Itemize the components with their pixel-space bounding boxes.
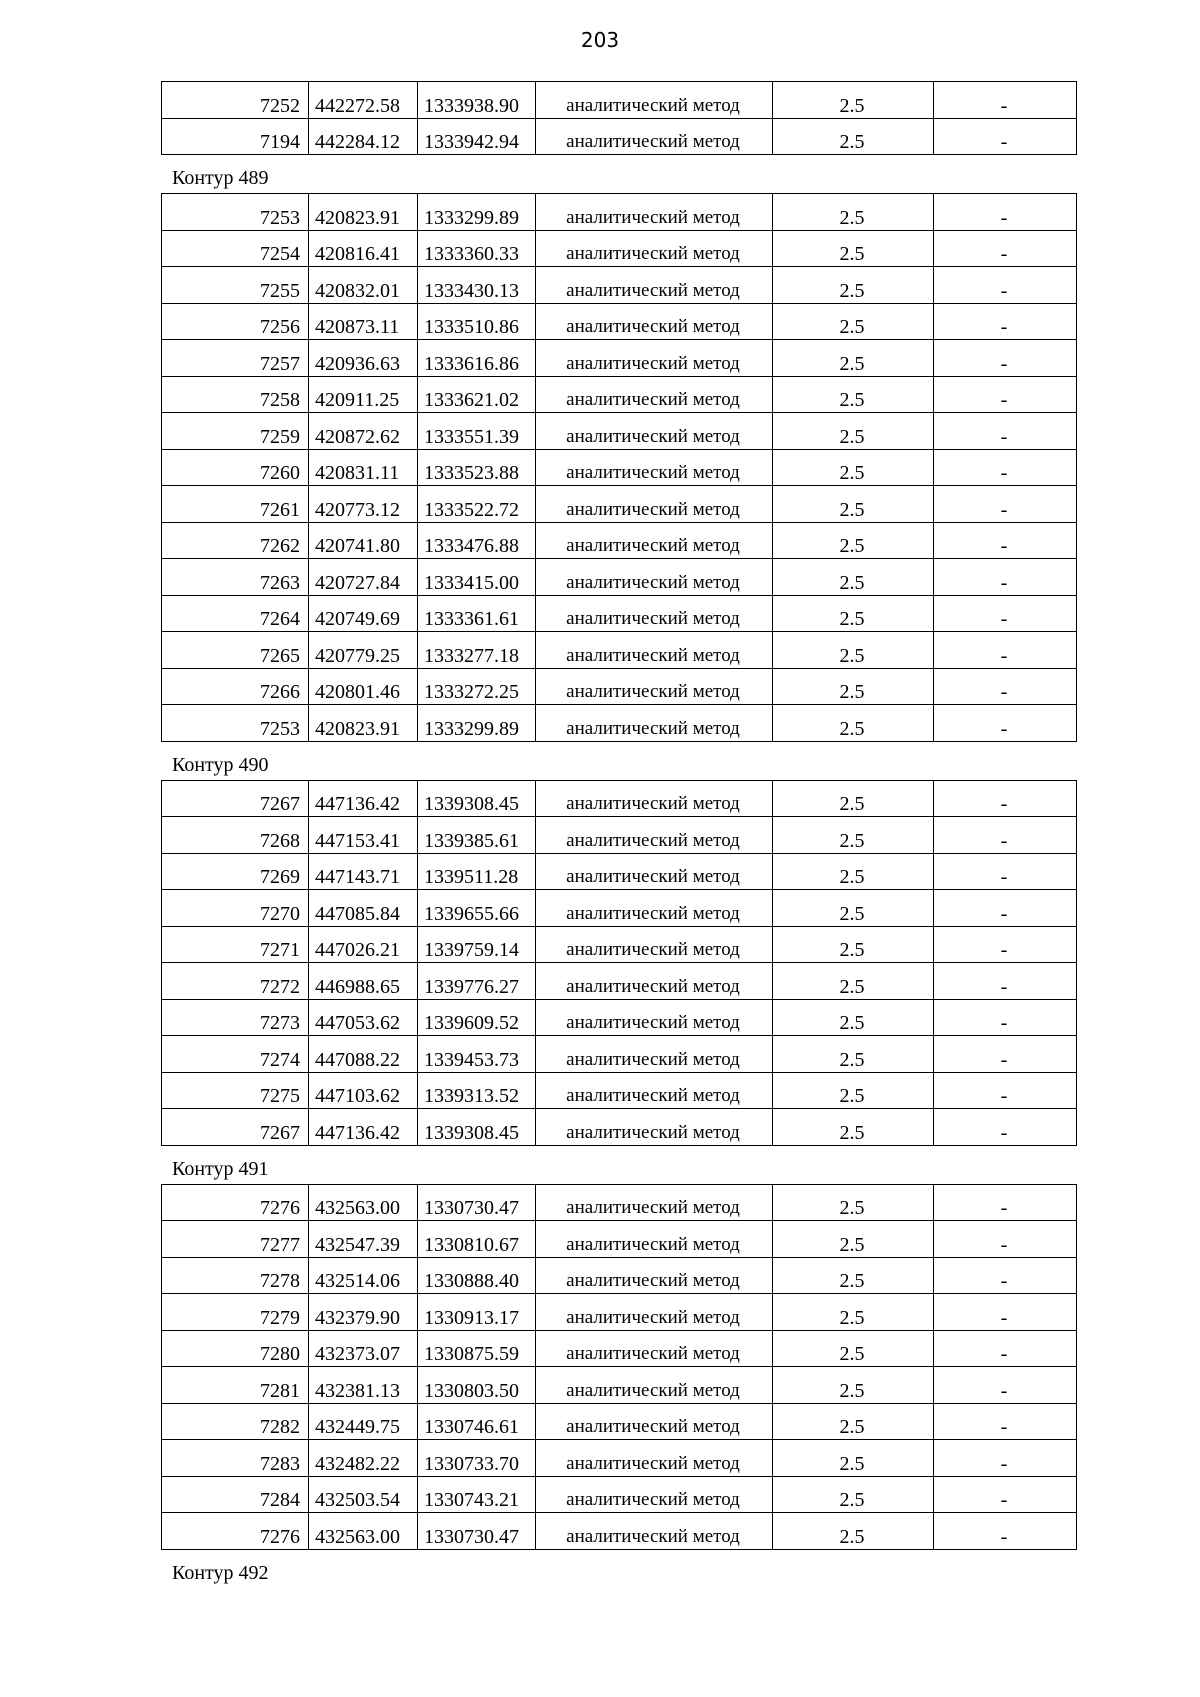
accuracy: 2.5 xyxy=(773,853,934,890)
coordinate-y: 1330888.40 xyxy=(418,1257,536,1294)
method: аналитический метод xyxy=(536,267,773,304)
method: аналитический метод xyxy=(536,1294,773,1331)
point-number: 7252 xyxy=(162,82,309,119)
table-row xyxy=(162,1184,1077,1221)
table-row xyxy=(162,963,1077,1000)
note: - xyxy=(934,413,1077,450)
coordinate-y: 1333277.18 xyxy=(418,632,536,669)
accuracy: 2.5 xyxy=(773,413,934,450)
coordinate-y: 1330875.59 xyxy=(418,1330,536,1367)
accuracy: 2.5 xyxy=(773,780,934,817)
coordinate-x: 420832.01 xyxy=(309,267,418,304)
point-number: 7278 xyxy=(162,1257,309,1294)
table-row xyxy=(162,668,1077,705)
accuracy: 2.5 xyxy=(773,1184,934,1221)
table-row xyxy=(162,1072,1077,1109)
accuracy: 2.5 xyxy=(773,1440,934,1477)
accuracy: 2.5 xyxy=(773,1221,934,1258)
coordinate-x: 447085.84 xyxy=(309,890,418,927)
point-number: 7279 xyxy=(162,1294,309,1331)
coordinate-x: 432514.06 xyxy=(309,1257,418,1294)
note: - xyxy=(934,1036,1077,1073)
point-number: 7256 xyxy=(162,303,309,340)
note: - xyxy=(934,1476,1077,1513)
method: аналитический метод xyxy=(536,1513,773,1550)
note: - xyxy=(934,817,1077,854)
accuracy: 2.5 xyxy=(773,522,934,559)
accuracy: 2.5 xyxy=(773,194,934,231)
method: аналитический метод xyxy=(536,1330,773,1367)
coordinate-y: 1339308.45 xyxy=(418,780,536,817)
point-number: 7261 xyxy=(162,486,309,523)
point-number: 7274 xyxy=(162,1036,309,1073)
coordinate-x: 447053.62 xyxy=(309,999,418,1036)
method: аналитический метод xyxy=(536,890,773,927)
coordinate-x: 447136.42 xyxy=(309,780,418,817)
note: - xyxy=(934,632,1077,669)
coordinate-x: 432379.90 xyxy=(309,1294,418,1331)
coordinate-x: 420936.63 xyxy=(309,340,418,377)
point-number: 7271 xyxy=(162,926,309,963)
method: аналитический метод xyxy=(536,705,773,742)
note: - xyxy=(934,780,1077,817)
coordinate-x: 432563.00 xyxy=(309,1513,418,1550)
table-row xyxy=(162,522,1077,559)
table-row xyxy=(162,817,1077,854)
note: - xyxy=(934,1330,1077,1367)
method: аналитический метод xyxy=(536,853,773,890)
coordinate-y: 1339609.52 xyxy=(418,999,536,1036)
table-row xyxy=(162,1036,1077,1073)
table-row xyxy=(162,230,1077,267)
page-number: 203 xyxy=(580,28,620,52)
coordinates-table xyxy=(161,81,1077,155)
coordinate-y: 1333551.39 xyxy=(418,413,536,450)
note: - xyxy=(934,926,1077,963)
coordinate-x: 432381.13 xyxy=(309,1367,418,1404)
accuracy: 2.5 xyxy=(773,486,934,523)
coordinates-table xyxy=(161,780,1077,1146)
coordinate-x: 420773.12 xyxy=(309,486,418,523)
coordinate-x: 442284.12 xyxy=(309,118,418,155)
table-row xyxy=(162,1330,1077,1367)
accuracy: 2.5 xyxy=(773,230,934,267)
note: - xyxy=(934,559,1077,596)
note: - xyxy=(934,853,1077,890)
table-row xyxy=(162,1294,1077,1331)
table-row xyxy=(162,340,1077,377)
coordinate-x: 420823.91 xyxy=(309,194,418,231)
coordinate-y: 1333272.25 xyxy=(418,668,536,705)
method: аналитический метод xyxy=(536,1257,773,1294)
accuracy: 2.5 xyxy=(773,559,934,596)
coordinate-x: 447026.21 xyxy=(309,926,418,963)
coordinate-y: 1333942.94 xyxy=(418,118,536,155)
point-number: 7276 xyxy=(162,1184,309,1221)
point-number: 7263 xyxy=(162,559,309,596)
accuracy: 2.5 xyxy=(773,376,934,413)
note: - xyxy=(934,705,1077,742)
coordinate-y: 1339776.27 xyxy=(418,963,536,1000)
coordinate-y: 1330743.21 xyxy=(418,1476,536,1513)
method: аналитический метод xyxy=(536,559,773,596)
table-row xyxy=(162,1257,1077,1294)
document-body xyxy=(161,81,1076,1588)
table-row xyxy=(162,1440,1077,1477)
method: аналитический метод xyxy=(536,1221,773,1258)
point-number: 7264 xyxy=(162,595,309,632)
coordinate-x: 447143.71 xyxy=(309,853,418,890)
note: - xyxy=(934,1367,1077,1404)
method: аналитический метод xyxy=(536,1440,773,1477)
table-row xyxy=(162,1367,1077,1404)
table-row xyxy=(162,1513,1077,1550)
coordinate-x: 432563.00 xyxy=(309,1184,418,1221)
method: аналитический метод xyxy=(536,340,773,377)
table-row xyxy=(162,486,1077,523)
point-number: 7282 xyxy=(162,1403,309,1440)
coordinate-y: 1339759.14 xyxy=(418,926,536,963)
method: аналитический метод xyxy=(536,999,773,1036)
accuracy: 2.5 xyxy=(773,963,934,1000)
coordinate-y: 1333361.61 xyxy=(418,595,536,632)
note: - xyxy=(934,522,1077,559)
method: аналитический метод xyxy=(536,230,773,267)
table-row xyxy=(162,853,1077,890)
coordinate-y: 1333938.90 xyxy=(418,82,536,119)
coordinate-x: 420911.25 xyxy=(309,376,418,413)
table-row xyxy=(162,267,1077,304)
accuracy: 2.5 xyxy=(773,1367,934,1404)
accuracy: 2.5 xyxy=(773,1403,934,1440)
coordinate-x: 432547.39 xyxy=(309,1221,418,1258)
point-number: 7259 xyxy=(162,413,309,450)
point-number: 7276 xyxy=(162,1513,309,1550)
table-row xyxy=(162,1109,1077,1146)
method: аналитический метод xyxy=(536,303,773,340)
point-number: 7284 xyxy=(162,1476,309,1513)
method: аналитический метод xyxy=(536,817,773,854)
note: - xyxy=(934,1072,1077,1109)
note: - xyxy=(934,1294,1077,1331)
point-number: 7253 xyxy=(162,705,309,742)
coordinate-y: 1333616.86 xyxy=(418,340,536,377)
coordinate-y: 1333510.86 xyxy=(418,303,536,340)
accuracy: 2.5 xyxy=(773,890,934,927)
coordinate-y: 1339313.52 xyxy=(418,1072,536,1109)
note: - xyxy=(934,1440,1077,1477)
method: аналитический метод xyxy=(536,1367,773,1404)
coordinate-x: 432482.22 xyxy=(309,1440,418,1477)
accuracy: 2.5 xyxy=(773,632,934,669)
point-number: 7258 xyxy=(162,376,309,413)
point-number: 7194 xyxy=(162,118,309,155)
table-row xyxy=(162,999,1077,1036)
table-row xyxy=(162,118,1077,155)
coordinate-y: 1330746.61 xyxy=(418,1403,536,1440)
point-number: 7262 xyxy=(162,522,309,559)
coordinate-y: 1330803.50 xyxy=(418,1367,536,1404)
method: аналитический метод xyxy=(536,632,773,669)
note: - xyxy=(934,486,1077,523)
accuracy: 2.5 xyxy=(773,926,934,963)
table-row xyxy=(162,1403,1077,1440)
note: - xyxy=(934,194,1077,231)
coordinate-x: 420831.11 xyxy=(309,449,418,486)
method: аналитический метод xyxy=(536,1184,773,1221)
method: аналитический метод xyxy=(536,926,773,963)
accuracy: 2.5 xyxy=(773,267,934,304)
table-row xyxy=(162,449,1077,486)
point-number: 7253 xyxy=(162,194,309,231)
accuracy: 2.5 xyxy=(773,1513,934,1550)
accuracy: 2.5 xyxy=(773,1036,934,1073)
coordinate-x: 432449.75 xyxy=(309,1403,418,1440)
note: - xyxy=(934,595,1077,632)
coordinate-x: 446988.65 xyxy=(309,963,418,1000)
note: - xyxy=(934,449,1077,486)
note: - xyxy=(934,376,1077,413)
point-number: 7267 xyxy=(162,780,309,817)
note: - xyxy=(934,999,1077,1036)
coordinate-y: 1333360.33 xyxy=(418,230,536,267)
accuracy: 2.5 xyxy=(773,82,934,119)
point-number: 7272 xyxy=(162,963,309,1000)
point-number: 7277 xyxy=(162,1221,309,1258)
point-number: 7266 xyxy=(162,668,309,705)
note: - xyxy=(934,303,1077,340)
point-number: 7273 xyxy=(162,999,309,1036)
method: аналитический метод xyxy=(536,595,773,632)
accuracy: 2.5 xyxy=(773,1476,934,1513)
point-number: 7268 xyxy=(162,817,309,854)
note: - xyxy=(934,1184,1077,1221)
table-row xyxy=(162,559,1077,596)
method: аналитический метод xyxy=(536,522,773,559)
coordinate-y: 1330730.47 xyxy=(418,1184,536,1221)
coordinate-x: 432373.07 xyxy=(309,1330,418,1367)
coordinate-x: 447153.41 xyxy=(309,817,418,854)
contour-label: Контур 489 xyxy=(172,167,269,189)
table-row xyxy=(162,890,1077,927)
coordinate-x: 420741.80 xyxy=(309,522,418,559)
coordinate-x: 447103.62 xyxy=(309,1072,418,1109)
point-number: 7281 xyxy=(162,1367,309,1404)
coordinate-x: 447088.22 xyxy=(309,1036,418,1073)
point-number: 7255 xyxy=(162,267,309,304)
accuracy: 2.5 xyxy=(773,999,934,1036)
method: аналитический метод xyxy=(536,668,773,705)
note: - xyxy=(934,668,1077,705)
note: - xyxy=(934,118,1077,155)
coordinate-y: 1333522.72 xyxy=(418,486,536,523)
table-row xyxy=(162,194,1077,231)
table-row xyxy=(162,595,1077,632)
table-row xyxy=(162,376,1077,413)
coordinate-x: 420749.69 xyxy=(309,595,418,632)
coordinate-y: 1330810.67 xyxy=(418,1221,536,1258)
contour-label: Контур 491 xyxy=(172,1157,269,1180)
table-row xyxy=(162,413,1077,450)
point-number: 7254 xyxy=(162,230,309,267)
note: - xyxy=(934,1109,1077,1146)
coordinate-x: 420873.11 xyxy=(309,303,418,340)
coordinate-x: 420872.62 xyxy=(309,413,418,450)
note: - xyxy=(934,963,1077,1000)
coordinate-x: 432503.54 xyxy=(309,1476,418,1513)
coordinate-y: 1333476.88 xyxy=(418,522,536,559)
accuracy: 2.5 xyxy=(773,1294,934,1331)
table-row xyxy=(162,82,1077,119)
method: аналитический метод xyxy=(536,1072,773,1109)
table-row xyxy=(162,1476,1077,1513)
method: аналитический метод xyxy=(536,82,773,119)
accuracy: 2.5 xyxy=(773,1109,934,1146)
method: аналитический метод xyxy=(536,449,773,486)
accuracy: 2.5 xyxy=(773,1072,934,1109)
table-row xyxy=(162,780,1077,817)
point-number: 7267 xyxy=(162,1109,309,1146)
coordinate-y: 1333523.88 xyxy=(418,449,536,486)
coordinate-y: 1330730.47 xyxy=(418,1513,536,1550)
method: аналитический метод xyxy=(536,376,773,413)
contour-label: Контур 490 xyxy=(172,753,269,776)
coordinate-x: 420801.46 xyxy=(309,668,418,705)
coordinate-y: 1333299.89 xyxy=(418,194,536,231)
accuracy: 2.5 xyxy=(773,595,934,632)
method: аналитический метод xyxy=(536,1403,773,1440)
coordinates-table xyxy=(161,193,1077,742)
method: аналитический метод xyxy=(536,413,773,450)
note: - xyxy=(934,1513,1077,1550)
coordinate-y: 1333430.13 xyxy=(418,267,536,304)
table-row xyxy=(162,1221,1077,1258)
coordinate-y: 1333621.02 xyxy=(418,376,536,413)
method: аналитический метод xyxy=(536,780,773,817)
accuracy: 2.5 xyxy=(773,817,934,854)
coordinate-y: 1330913.17 xyxy=(418,1294,536,1331)
coordinate-x: 420823.91 xyxy=(309,705,418,742)
coordinate-y: 1330733.70 xyxy=(418,1440,536,1477)
coordinate-y: 1333415.00 xyxy=(418,559,536,596)
note: - xyxy=(934,1221,1077,1258)
table-row xyxy=(162,632,1077,669)
accuracy: 2.5 xyxy=(773,668,934,705)
coordinates-table xyxy=(161,1184,1077,1550)
table-row xyxy=(162,705,1077,742)
coordinate-y: 1339511.28 xyxy=(418,853,536,890)
point-number: 7280 xyxy=(162,1330,309,1367)
note: - xyxy=(934,230,1077,267)
method: аналитический метод xyxy=(536,194,773,231)
accuracy: 2.5 xyxy=(773,303,934,340)
coordinate-y: 1339453.73 xyxy=(418,1036,536,1073)
point-number: 7275 xyxy=(162,1072,309,1109)
coordinate-x: 420816.41 xyxy=(309,230,418,267)
coordinate-y: 1339655.66 xyxy=(418,890,536,927)
point-number: 7269 xyxy=(162,853,309,890)
method: аналитический метод xyxy=(536,963,773,1000)
accuracy: 2.5 xyxy=(773,705,934,742)
coordinate-y: 1333299.89 xyxy=(418,705,536,742)
table-row xyxy=(162,926,1077,963)
note: - xyxy=(934,267,1077,304)
table-row xyxy=(162,303,1077,340)
note: - xyxy=(934,82,1077,119)
coordinate-x: 420779.25 xyxy=(309,632,418,669)
coordinate-x: 420727.84 xyxy=(309,559,418,596)
accuracy: 2.5 xyxy=(773,118,934,155)
note: - xyxy=(934,1257,1077,1294)
coordinate-x: 447136.42 xyxy=(309,1109,418,1146)
point-number: 7257 xyxy=(162,340,309,377)
accuracy: 2.5 xyxy=(773,449,934,486)
point-number: 7265 xyxy=(162,632,309,669)
point-number: 7283 xyxy=(162,1440,309,1477)
accuracy: 2.5 xyxy=(773,1257,934,1294)
coordinate-y: 1339308.45 xyxy=(418,1109,536,1146)
method: аналитический метод xyxy=(536,1036,773,1073)
point-number: 7260 xyxy=(162,449,309,486)
note: - xyxy=(934,340,1077,377)
point-number: 7270 xyxy=(162,890,309,927)
method: аналитический метод xyxy=(536,486,773,523)
accuracy: 2.5 xyxy=(773,1330,934,1367)
coordinate-y: 1339385.61 xyxy=(418,817,536,854)
note: - xyxy=(934,890,1077,927)
coordinate-x: 442272.58 xyxy=(309,82,418,119)
method: аналитический метод xyxy=(536,118,773,155)
method: аналитический метод xyxy=(536,1476,773,1513)
accuracy: 2.5 xyxy=(773,340,934,377)
contour-label: Контур 492 xyxy=(172,1561,269,1584)
method: аналитический метод xyxy=(536,1109,773,1146)
note: - xyxy=(934,1403,1077,1440)
